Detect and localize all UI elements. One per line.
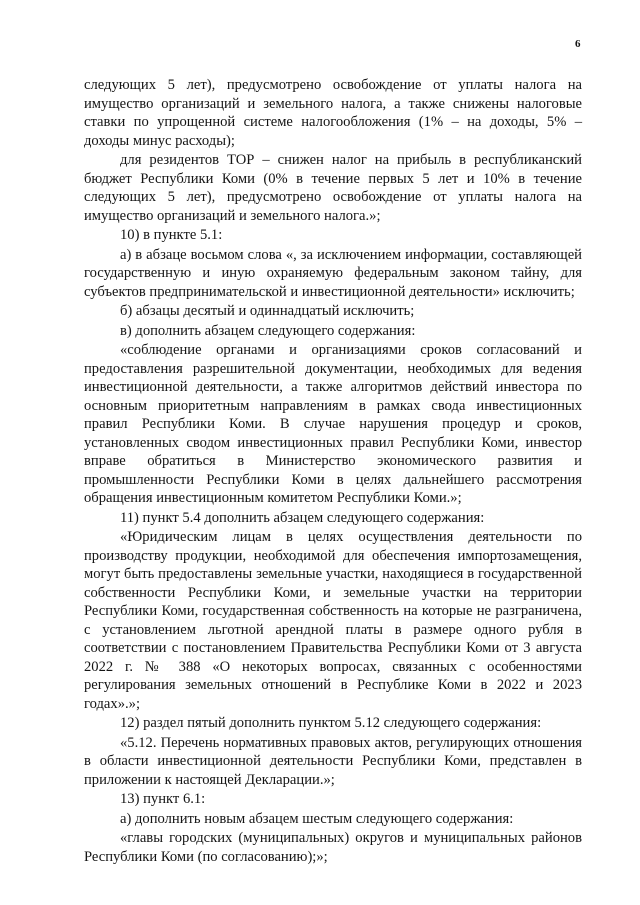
paragraph-5: б) абзацы десятый и одиннадцатый исключить; <box>120 303 415 319</box>
paragraph-2: для резидентов ТОР – снижен налог на прибыль в республиканский бюджет Республики Коми (0% в течение первых 5 лет и 10% в течение следующих 5 лет), предусмотрено освобождение от уплаты налога на имущество организаций и земельного налога.»; <box>84 152 582 224</box>
paragraph-6: в) дополнить абзацем следующего содержания: <box>120 322 416 339</box>
paragraph-14: «главы городских (муниципальных) округов и муниципальных районов Республики Коми (по согласованию);»; <box>84 830 582 865</box>
paragraph-13: а) дополнить новым абзацем шестым следующего содержания: <box>120 810 514 827</box>
paragraph-11: «5.12. Перечень нормативных правовых актов, регулирующих отношения в области инвестиционной деятельности Республики Коми, представлен в приложении к настоящей Декларации.»; <box>84 734 582 788</box>
paragraph-1: следующих 5 лет), предусмотрено освобождение от уплаты налога на имущество организаций и земельного налога, а также снижены налоговые ставки по упрощенной системе налогообложения (1% – на доходы, 5% – доходы минус расходы); <box>84 77 582 149</box>
paragraph-4: а) в абзаце восьмом слова «, за исключением информации, составляющей государственную и иную охраняемую федеральным законом тайну, для субъектов предпринимательской и инвестиционной деятельности» исключить; <box>84 246 582 300</box>
document-body <box>84 76 582 866</box>
paragraph-9: «Юридическим лицам в целях осуществления деятельности по производству продукции, необходимой для обеспечения импортозамещения, могут быть предоставлены земельные участки, находящиеся в государственной собственности Республики Коми, и земельные участки на территории Республики Коми, государственная собственность на которые не разграничена, с установлением льготной арендной платы в размере одного рубля в соответствии с постановлением Правительства Республики Коми от 3 августа 2022 г. № 388 «О некоторых вопросах, связанных с особенностями регулирования земельных отношений в Республике Коми в 2022 и 2023 годах».»; <box>84 529 582 712</box>
paragraph-12: 13) пункт 6.1: <box>120 791 206 807</box>
paragraph-10: 12) раздел пятый дополнить пунктом 5.12 следующего содержания: <box>120 715 542 731</box>
paragraph-3: 10) в пункте 5.1: <box>120 227 223 243</box>
paragraph-7: «соблюдение органами и организациями сроков согласований и предоставления разрешительной документации, необходимых для ведения инвестиционной деятельности, а также алгоритмов действий инвестора по основным приоритетным направлениям в рамках свода инвестиционных правил Республики Коми. В случае нарушения процедур и сроков, установленных сводом инвестиционных правил Республики Коми, инвестор вправе обратиться в Министерство экономического развития и промышленности Республики Коми в целях дальнейшего рассмотрения обращения инвестиционным комитетом Республики Коми.»; <box>84 342 582 506</box>
page-number: 6 <box>575 38 581 50</box>
paragraph-8: 11) пункт 5.4 дополнить абзацем следующего содержания: <box>120 509 485 526</box>
